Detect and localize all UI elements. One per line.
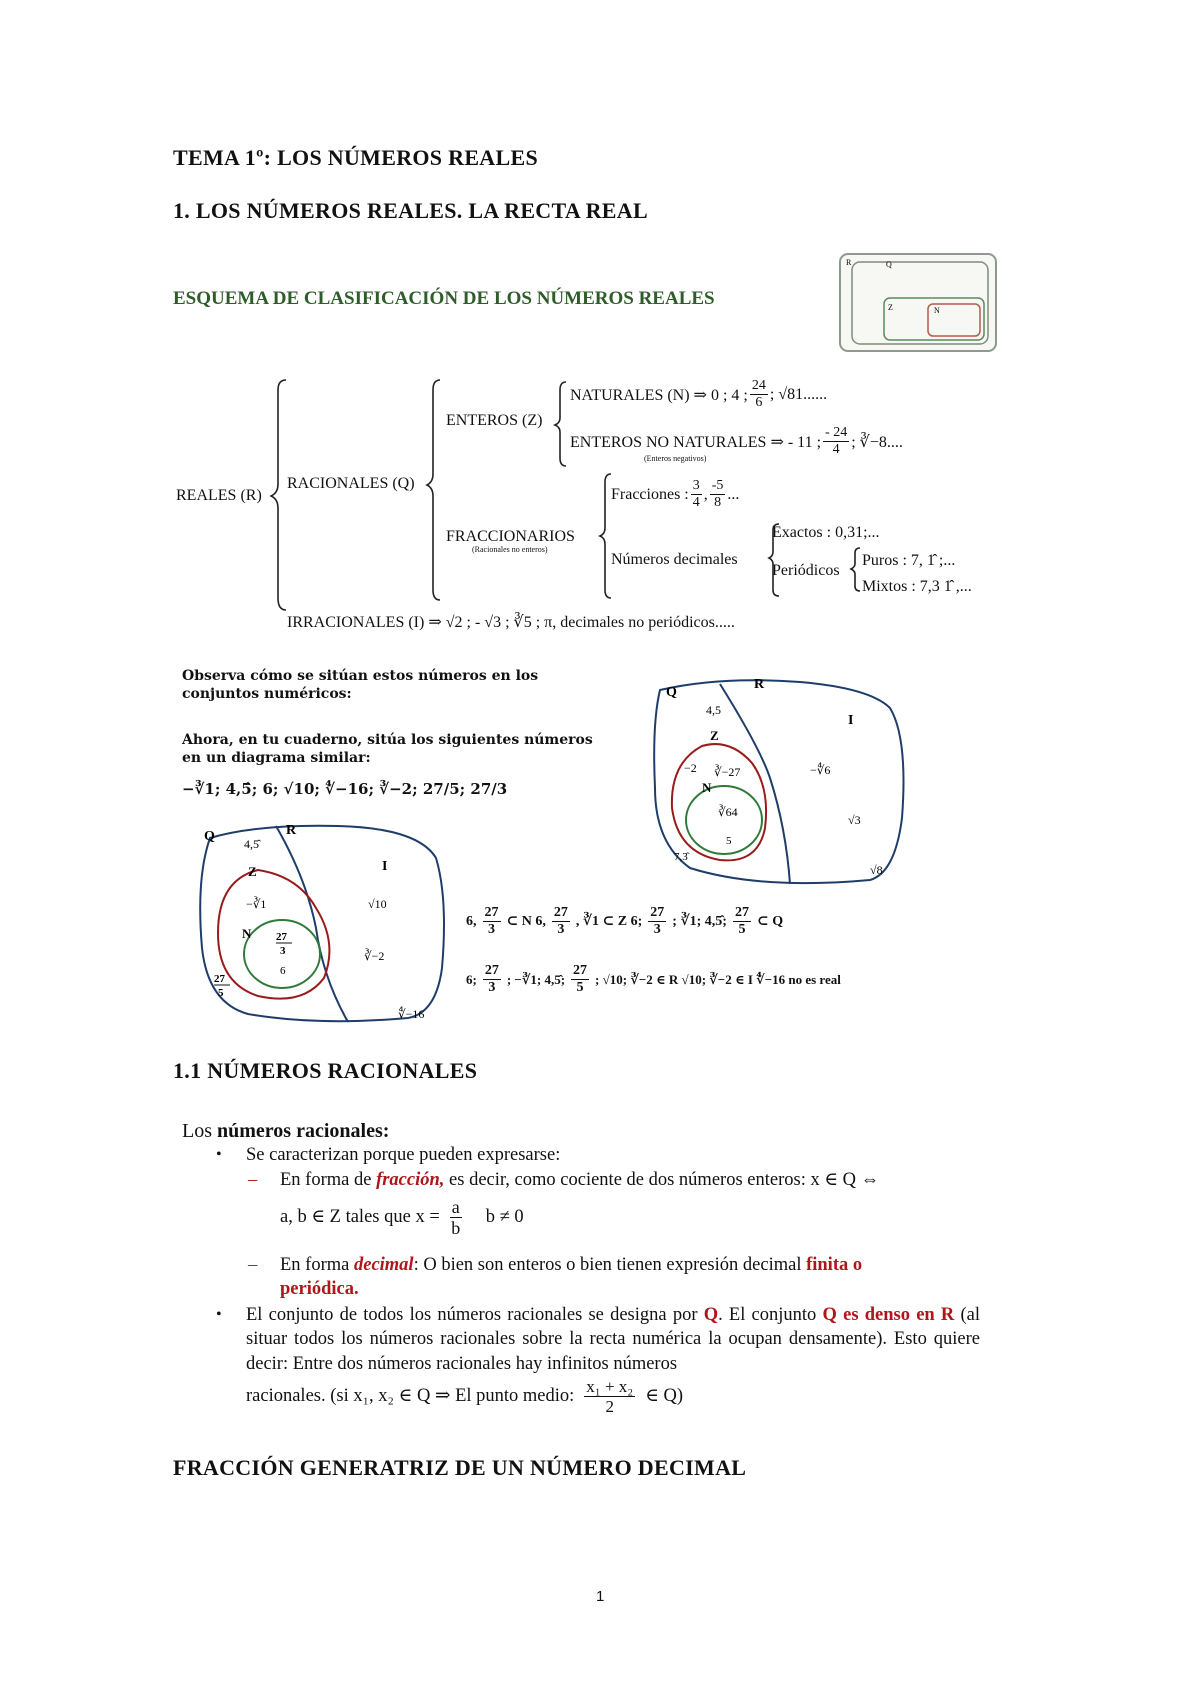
d1-pre: En forma de — [280, 1170, 377, 1190]
frac-num: 27 — [573, 963, 588, 978]
b2-enr: en R — [916, 1305, 955, 1325]
stmt1-c: , ∛1 ⊂ Z 6; — [575, 914, 643, 929]
venn-27-5-den: 5 — [218, 987, 224, 999]
b2-tail: ∈ Q) — [645, 1386, 684, 1407]
label-enteros-negativos: (Enteros negativos) — [644, 454, 707, 463]
fraccion-1 — [691, 479, 702, 510]
brace-racionales — [427, 380, 440, 600]
frac-num: 27 — [650, 905, 665, 920]
venn-27-3-num: 27 — [276, 931, 287, 943]
instruction-observa: Observa cómo se sitúan estos números en los conjuntos numéricos: — [182, 668, 539, 702]
stmt2-b: ; −∛1; 4,5̂; — [506, 971, 566, 987]
statement-line-1 — [466, 906, 783, 937]
brace-fraccionarios — [600, 474, 611, 598]
label-numeros-decimales: Números decimales — [611, 551, 738, 568]
stmt1-e: ⊂ Q — [756, 914, 784, 929]
venn-27-3-den: 3 — [280, 945, 286, 957]
page-number: 1 — [596, 1588, 605, 1605]
label-puros: Puros : 7, 1̂ ;... — [862, 552, 956, 569]
b2-mid: . El conjunto — [718, 1305, 823, 1325]
sets-thumbnail — [838, 252, 1000, 354]
frac-num: - 24 — [825, 425, 848, 440]
stmt1-f2 — [552, 906, 570, 937]
page-title: TEMA 1º: LOS NÚMEROS REALES — [173, 145, 538, 170]
brace-enteros — [555, 382, 566, 466]
stmt2-a: 6; — [466, 971, 477, 987]
venn-ex-r: R — [754, 677, 765, 692]
frac-num: a — [451, 1197, 460, 1217]
d2-em: decimal — [353, 1255, 414, 1275]
section-heading-fraccion: FRACCIÓN GENERATRIZ DE UN NÚMERO DECIMAL — [173, 1455, 747, 1480]
stmt1-f1 — [483, 906, 501, 937]
venn-q: Q — [204, 829, 215, 844]
dash-2-text — [280, 1253, 980, 1302]
scheme-title: ESQUEMA DE CLASIFICACIÓN DE LOS NÚMEROS REALES — [173, 288, 715, 309]
label-mixtos: Mixtos : 7,3 1̂ ,... — [862, 578, 972, 595]
frac-num: 3 — [692, 478, 700, 493]
thumb-q: Q — [886, 260, 892, 269]
frac-num: 27 — [484, 963, 499, 978]
d2-pre: En forma — [280, 1255, 354, 1275]
venn-z: Z — [248, 864, 257, 879]
heading-bold: números racionales: — [217, 1120, 390, 1142]
brace-reales — [271, 380, 286, 610]
row-naturales — [570, 379, 827, 410]
label-exactos: Exactos : 0,31;... — [772, 524, 880, 541]
frac-num: 27 — [553, 905, 568, 920]
venn-ex-z: Z — [710, 728, 719, 743]
stmt1-d: ; ∛1; 4,5̂; — [672, 914, 727, 929]
b2-q: Q — [703, 1305, 719, 1325]
b2-pre: El conjunto de todos los números racionales se designa por — [246, 1305, 704, 1325]
section-heading-1-1: 1.1 NÚMEROS RACIONALES — [173, 1058, 478, 1083]
label-racionales: RACIONALES (Q) — [287, 475, 415, 492]
frac-den: 6 — [755, 395, 763, 410]
venn-exercise-outer — [200, 826, 444, 1021]
bullet-2-last — [246, 1378, 683, 1415]
venn-10: √10 — [368, 897, 387, 911]
label-racionales-no-enteros: (Racionales no enteros) — [472, 545, 548, 554]
venn-ex-sq3: √3 — [848, 813, 861, 827]
frac-den: 4 — [832, 442, 840, 457]
enteros-fraction — [823, 426, 849, 457]
venn-ex-45: 4,5 — [706, 703, 721, 717]
naturales-fraction — [750, 379, 768, 410]
d1-post: es decir, como cociente de dos números enteros: x ∈ Q ⇔ — [444, 1170, 880, 1190]
frac-den: 5 — [738, 922, 746, 937]
enteros-tail: ; ∛−8.... — [851, 433, 903, 451]
d1-fraction — [450, 1198, 462, 1237]
naturales-text: NATURALES (N) ⇒ 0 ; 4 ; — [570, 386, 748, 404]
venn-r: R — [286, 823, 297, 838]
venn-ex-i: I — [848, 713, 854, 728]
stmt1-f3 — [648, 906, 666, 937]
d1-tail: b ≠ 0 — [485, 1207, 524, 1228]
venn-ex-m2: −2 — [684, 761, 697, 775]
bullet-2-text — [246, 1303, 980, 1376]
venn-ex-64: ∛64 — [718, 805, 738, 819]
naturales-tail: ; √81...... — [769, 385, 828, 403]
venn-ex-m6: −∜6 — [810, 763, 831, 777]
frac-num: x₁ + x₂ — [586, 1377, 634, 1396]
d1-em: fracción, — [376, 1170, 445, 1190]
frac-num: 27 — [734, 905, 749, 920]
b2-rest: (al situar todos los números racionales sobre la recta numérica la ocupan densamente). Esto quiere decir: Entre dos números racionales hay infinitos números — [246, 1305, 981, 1374]
b2-fraction — [584, 1378, 635, 1415]
d2-post: : O bien son enteros o bien tienen expresión decimal — [413, 1255, 807, 1275]
venn-ex-73: 7,3̂ — [674, 851, 688, 863]
frac-num: 27 — [484, 905, 499, 920]
stmt2-c: ; √10; ∛−2 ∈ R √10; ∛−2 ∈ I ∜−16 no es real — [595, 971, 841, 987]
frac-den: 8 — [714, 495, 722, 510]
thumb-r: R — [846, 258, 852, 267]
venn-ex-n: N — [702, 780, 712, 795]
dash-1: – — [248, 1170, 258, 1190]
frac-den: 3 — [557, 922, 565, 937]
venn-ex-cbm27: ∛−27 — [714, 765, 741, 779]
stmt2-f2 — [571, 964, 589, 995]
frac-den: 5 — [576, 980, 584, 995]
label-reales: REALES (R) — [176, 487, 262, 504]
venn-ex-5: 5 — [726, 835, 732, 847]
venn-m16: ∜−16 — [398, 1007, 425, 1021]
frac-den: 4 — [692, 495, 700, 510]
bullet-1-text: Se caracterizan porque pueden expresarse: — [246, 1145, 561, 1165]
stmt1-a: 6, — [466, 913, 477, 929]
venn-n: N — [242, 926, 252, 941]
label-fraccionarios: FRACCIONARIOS — [446, 528, 575, 545]
brace-periodicos — [851, 548, 860, 591]
enteros-no-naturales-text: ENTEROS NO NATURALES ⇒ - 11 ; — [570, 433, 822, 451]
thumb-z: Z — [888, 303, 893, 312]
venn-ex-q: Q — [666, 685, 677, 700]
b2-last: racionales. (si x₁, x₂ ∈ Q ⇒ El punto medio: — [246, 1386, 575, 1407]
bullet-1: • — [216, 1146, 222, 1163]
statement-line-2 — [466, 964, 841, 995]
frac-den: b — [451, 1218, 461, 1238]
instruction-ahora: Ahora, en tu cuaderno, sitúa los siguientes números en un diagrama similar: — [182, 732, 593, 766]
fracciones-tail: ... — [727, 485, 740, 503]
thumb-n: N — [934, 306, 940, 315]
dash-1-line2 — [280, 1198, 524, 1237]
label-enteros: ENTEROS (Z) — [446, 412, 543, 429]
venn-example-n — [686, 786, 762, 854]
frac-den: 3 — [488, 980, 496, 995]
venn-example-outer — [654, 680, 903, 883]
d2-bold2: periódica. — [280, 1279, 359, 1300]
d2-bold: finita o — [806, 1255, 863, 1275]
frac-den: 2 — [605, 1397, 614, 1416]
bullet-2: • — [216, 1306, 222, 1323]
label-periodicos: Periódicos — [772, 562, 840, 579]
venn-ex-sq8: √8 — [870, 863, 883, 877]
venn-6: 6 — [280, 965, 286, 977]
frac-num: -5 — [711, 478, 724, 493]
venn-exercise-divider — [276, 826, 348, 1022]
fracciones-text: Fracciones : — [611, 485, 689, 503]
venn-m2: ∛−2 — [364, 949, 385, 963]
d1-line2: a, b ∈ Z tales que x = — [280, 1207, 440, 1228]
venn-i: I — [382, 859, 388, 874]
stmt2-f1 — [483, 964, 501, 995]
venn-45: 4,5̂ — [244, 837, 259, 851]
section-heading-1: 1. LOS NÚMEROS REALES. LA RECTA REAL — [173, 198, 648, 223]
frac-den: 3 — [488, 922, 495, 937]
label-irracionales: IRRACIONALES (I) ⇒ √2 ; - √3 ; ∛5 ; π, decimales no periódicos..... — [287, 614, 735, 631]
stmt1-b: ⊂ N 6, — [506, 914, 546, 929]
b2-denso: Q es denso — [822, 1305, 910, 1325]
dash-1-text — [280, 1168, 1000, 1192]
venn-exercise — [188, 818, 458, 1028]
venn-27-5-num: 27 — [214, 973, 225, 985]
frac-num: 24 — [751, 378, 766, 393]
stmt1-f4 — [733, 906, 751, 937]
fraccion-2 — [710, 479, 726, 510]
venn-m31: −∛1 — [246, 897, 267, 911]
row-enteros-no-naturales — [570, 426, 903, 457]
frac-den: 3 — [653, 922, 661, 937]
row-fracciones: Fracciones : $\frac{3}{4}$ , $\frac{-5}{8}$ ... — [611, 478, 740, 510]
instruction-numbers: −∛1; 4,5̂; 6; √10; ∜−16; ∛−2; 27/5; 27/3 — [182, 780, 508, 798]
heading-pre: Los — [182, 1120, 217, 1142]
dash-2: – — [248, 1255, 258, 1275]
racionales-heading — [182, 1118, 389, 1144]
venn-example — [640, 668, 910, 898]
